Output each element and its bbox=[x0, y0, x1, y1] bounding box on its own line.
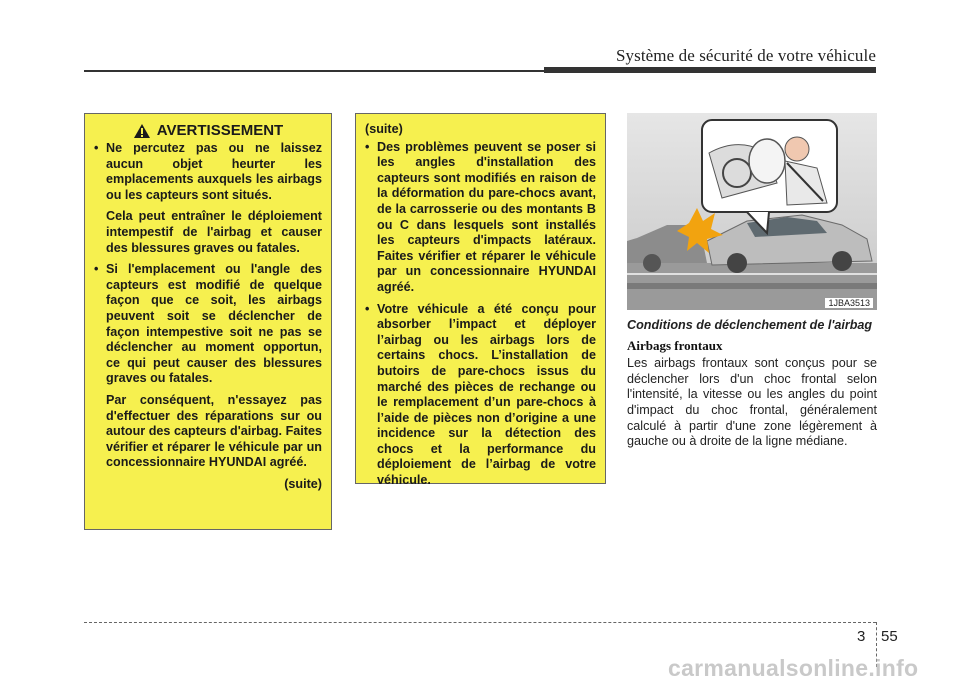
right-column bbox=[627, 318, 877, 450]
warning-paragraph: Ne percutez pas ou ne laissez aucun objet heurter les emplacements auxquels les airbags ou les capteurs sont situés. bbox=[106, 141, 322, 202]
continued-label: (suite) bbox=[365, 122, 403, 136]
section-title: Conditions de déclenchement de l'airbag bbox=[627, 318, 873, 332]
warning-paragraph: Des problèmes peuvent se poser si les angles d'installation des capteurs sont modifiés en raison de la déformation du pare-chocs avant, de la carrosserie ou des montants B ou C dans lesquels sont installés les capteurs d'impacts latéraux. Faites vérifier et réparer le véhicule par un concessionnaire HYUNDAI agréé. bbox=[377, 139, 596, 294]
warning-list bbox=[94, 141, 322, 471]
warning-triangle-icon bbox=[133, 123, 151, 139]
warning-item: • Votre véhicule a été conçu pour absorber l’impact et déployer l’airbag ou les airbags lors de certains chocs. L’installation de butoirs de pare-chocs issus du marché des pièces de rechange ou le remplacement d’un pare-chocs à l’aide de pièces non d’origine a une incidence sur la détection des chocs et la performance du déploiement de l’airbag de votre véhicule. bbox=[365, 301, 596, 488]
warning-heading-text: AVERTISSEMENT bbox=[156, 122, 284, 140]
footer-rule bbox=[84, 622, 876, 623]
warning-paragraph: Par conséquent, n'essayez pas d'effectuer des réparations sur ou autour des capteurs d'airbag. Faites vérifier et réparer le véhicule par un concessionnaire HYUNDAI agréé. bbox=[106, 392, 322, 470]
page-header-title: Système de sécurité de votre véhicule bbox=[615, 46, 876, 65]
warning-box-continued bbox=[355, 113, 606, 488]
warning-paragraph: Votre véhicule a été conçu pour absorber l’impact et déployer l’airbag ou les airbags lors de certains chocs. L’installation de butoirs de pare-chocs issus du marché des pièces de rechange ou le remplacement d’un pare-chocs à l’aide de pièces non d’origine a une incidence sur la détection des chocs et la performance du déploiement de l’airbag de votre véhicule. bbox=[377, 301, 596, 488]
chapter-number: 3 bbox=[857, 628, 866, 645]
warning-item: • Ne percutez pas ou ne laissez aucun objet heurter les emplacements auxquels les airbags ou les capteurs sont situés. Cela peut entraîner le déploiement intempestif de l'airbag et causer des blessures graves ou fatales. bbox=[94, 141, 322, 255]
figure-code: 1JBA3513 bbox=[825, 298, 873, 308]
header-rule-accent bbox=[544, 67, 876, 73]
warning-heading bbox=[94, 123, 322, 139]
watermark: carmanualsonline.info bbox=[668, 655, 919, 681]
page-number: 55 bbox=[881, 628, 898, 645]
warning-paragraph: Cela peut entraîner le déploiement intempestif de l'airbag et causer des blessures graves ou fatales. bbox=[106, 209, 322, 255]
warning-paragraph: Si l'emplacement ou l'angle des capteurs est modifié de quelque façon que ce soit, les airbags peuvent soit se déclencher de façon intempestive soit ne pas se déclencher au moment opportun, ce qui peut causer des blessures graves ou fatales. bbox=[106, 262, 322, 386]
body-paragraph: Les airbags frontaux sont conçus pour se déclencher lors d'un choc frontal selon l'intensité, la vitesse ou les angles du point d'impact du choc frontal, généralement calculé à partir d'une zone légèrement à gauche ou à droite de la ligne médiane. bbox=[627, 356, 877, 449]
airbag-collision-illustration bbox=[627, 113, 877, 310]
continued-label: (suite) bbox=[284, 476, 322, 491]
warning-item: • Si l'emplacement ou l'angle des capteurs est modifié de quelque façon que ce soit, les airbags peuvent soit se déclencher de façon intempestive soit ne pas se déclencher au moment opportun, ce qui peut causer des blessures graves ou fatales. Par conséquent, n'essayez pas d'effectuer des réparations sur ou autour des capteurs d'airbag. Faites vérifier et réparer le véhicule par un concessionnaire HYUNDAI agréé. bbox=[94, 262, 322, 470]
warning-item: • Des problèmes peuvent se poser si les angles d'installation des capteurs sont modifiés en raison de la déformation du pare-chocs avant, de la carrosserie ou des montants B ou C dans lesquels sont installés les capteurs d'impacts latéraux. Faites vérifier et réparer le véhicule par un concessionnaire HYUNDAI agréé. bbox=[365, 139, 596, 294]
warning-list bbox=[365, 140, 596, 489]
warning-box bbox=[84, 113, 332, 530]
subsection-title: Airbags frontaux bbox=[627, 337, 723, 353]
